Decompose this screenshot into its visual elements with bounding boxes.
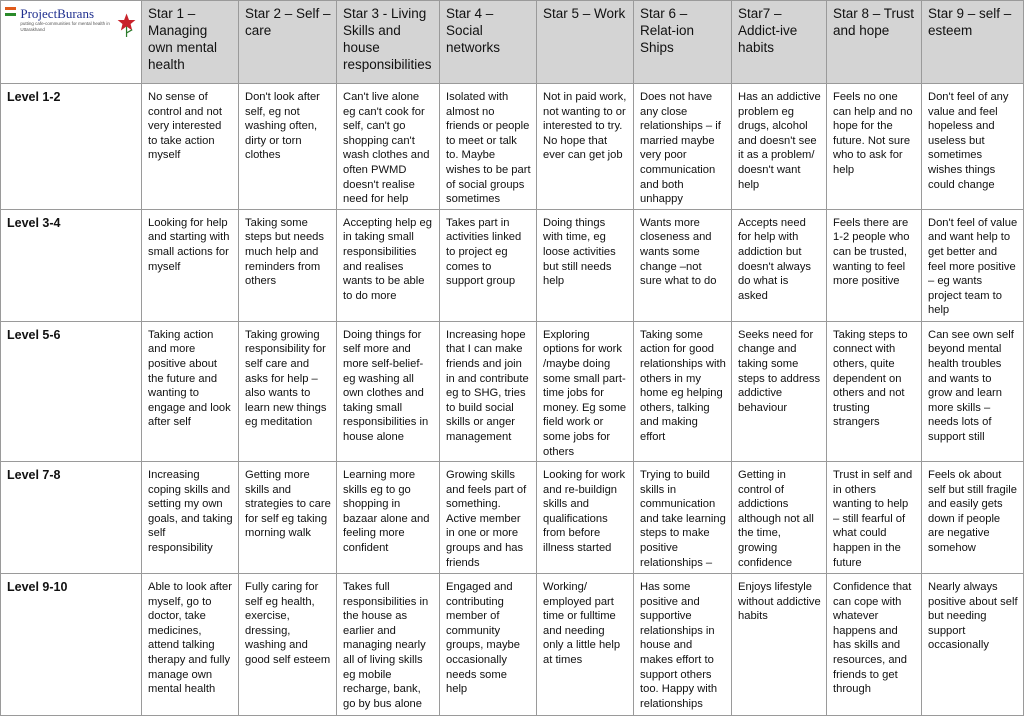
table-cell: Fully caring for self eg health, exercise, dressing, washing and good self esteem <box>239 574 337 716</box>
table-cell: Taking action and more positive about the future and wanting to engage and look after self <box>142 321 239 461</box>
table-cell: Looking for work and re-buildign skills and qualifications from before illness started <box>537 462 634 574</box>
table-cell: Doing things for self more and more self-belief- eg washing all own clothes and taking small responsibilities in house alone <box>337 321 440 461</box>
table-cell: Isolated with almost no friends or people to meet or talk to. Maybe wishes to be part of social groups sometimes <box>440 84 537 210</box>
table-cell: Increasing coping skills and setting my own goals, and taking self responsibility <box>142 462 239 574</box>
table-cell: Has an addictive problem eg drugs, alcohol and doesn't see it as a problem/ doesn't want help <box>732 84 827 210</box>
column-header-star-1: Star 1 – Managing own mental health <box>142 1 239 84</box>
logo-tagline: putting cafe-communities for mental health in Uttarakhand <box>20 21 110 32</box>
table-cell: Engaged and contributing member of community groups, maybe occasionally needs some help <box>440 574 537 716</box>
table-cell: Looking for help and starting with small actions for myself <box>142 209 239 321</box>
level-label: Level 3-4 <box>1 209 142 321</box>
column-header-star-9: Star 9 – self – esteem <box>922 1 1024 84</box>
table-cell: No sense of control and not very interested to take action myself <box>142 84 239 210</box>
level-label: Level 5-6 <box>1 321 142 461</box>
table-cell: Accepting help eg in taking small responsibilities and realises wants to be able to do more <box>337 209 440 321</box>
column-header-star-5: Star 5 – Work <box>537 1 634 84</box>
table-row <box>1 462 1024 574</box>
table-cell: Can't live alone eg can't cook for self, can't go shopping can't wash clothes and often PWMD doesn't realise need for help <box>337 84 440 210</box>
table-cell: Seeks need for change and taking some steps to address addictive behaviour <box>732 321 827 461</box>
table-cell: Not in paid work, not wanting to or interested to try. No hope that ever can get job <box>537 84 634 210</box>
table-cell: Growing skills and feels part of something. Active member in one or more groups and has friends <box>440 462 537 574</box>
table-cell: Learning more skills eg to go shopping in bazaar alone and feeling more confident <box>337 462 440 574</box>
table-cell: Trust in self and in others wanting to help – still fearful of what could happen in the future <box>827 462 922 574</box>
table-cell: Getting in control of addictions although not all the time, growing confidence <box>732 462 827 574</box>
table-cell: Nearly always positive about self but needing support occasionally <box>922 574 1024 716</box>
table-cell: Getting more skills and strategies to care for self eg taking morning walk <box>239 462 337 574</box>
table-cell: Don't feel of any value and feel hopeless and useless but sometimes wishes things could change <box>922 84 1024 210</box>
table-cell: Feels no one can help and no hope for the future. Not sure who to ask for help <box>827 84 922 210</box>
table-row <box>1 209 1024 321</box>
table-cell: Exploring options for work /maybe doing some small part-time jobs for money. Eg some field work or some jobs for others <box>537 321 634 461</box>
table-row <box>1 321 1024 461</box>
table-cell: Accepts need for help with addiction but doesn't always do what is asked <box>732 209 827 321</box>
table-cell: Has some positive and supportive relationships in house and makes effort to support others too. Happy with relationships <box>634 574 732 716</box>
table-cell: Enjoys lifestyle without addictive habits <box>732 574 827 716</box>
column-header-star-2: Star 2 – Self – care <box>239 1 337 84</box>
column-header-star-8: Star 8 – Trust and hope <box>827 1 922 84</box>
table-cell: Feels ok about self but still fragile and easily gets down if people are negative somehow <box>922 462 1024 574</box>
table-cell: Wants more closeness and wants some change –not sure what to do <box>634 209 732 321</box>
column-header-star-4: Star 4 – Social networks <box>440 1 537 84</box>
flag-icon <box>5 7 16 16</box>
level-label: Level 7-8 <box>1 462 142 574</box>
table-cell: Takes part in activities linked to project eg comes to support group <box>440 209 537 321</box>
table-cell: Can see own self beyond mental health troubles and wants to grow and learn more skills – needs lots of support still <box>922 321 1024 461</box>
flower-icon <box>116 7 137 41</box>
table-cell: Increasing hope that I can make friends and join in and contribute eg to SHG, tries to build social skills or anger management <box>440 321 537 461</box>
table-cell: Does not have any close relationships – if married maybe very poor communication and both unhappy <box>634 84 732 210</box>
table-cell: Confidence that can cope with whatever happens and has skills and resources, and friends to get through <box>827 574 922 716</box>
table-cell: Able to look after myself, go to doctor, take medicines, attend talking therapy and fully manage own mental health <box>142 574 239 716</box>
table-cell: Taking some action for good relationships with others in my home eg helping others, talking and making effort <box>634 321 732 461</box>
level-label: Level 1-2 <box>1 84 142 210</box>
column-header-star-6: Star 6 – Relat-ion Ships <box>634 1 732 84</box>
header-row <box>1 1 1024 84</box>
table-cell: Takes full responsibilities in the house as earlier and managing nearly all of living skills eg mobile recharge, bank, go by bus alone <box>337 574 440 716</box>
table-cell: Taking steps to connect with others, quite dependent on others and not trusting strangers <box>827 321 922 461</box>
table-cell: Trying to build skills in communication and take learning steps to make positive relationships – <box>634 462 732 574</box>
table-cell: Taking growing responsibility for self care and asks for help – also wants to learn new things eg meditation <box>239 321 337 461</box>
logo <box>1 1 142 84</box>
level-label: Level 9-10 <box>1 574 142 716</box>
column-header-star-7: Star7 – Addict-ive habits <box>732 1 827 84</box>
table-row <box>1 574 1024 716</box>
table-cell: Doing things with time, eg loose activities but still needs help <box>537 209 634 321</box>
table-cell: Feels there are 1-2 people who can be trusted, wanting to feel more positive <box>827 209 922 321</box>
logo-name: ProjectBurans <box>20 6 95 21</box>
table-cell: Don't feel of value and want help to get better and feel more positive – eg wants project team to help <box>922 209 1024 321</box>
table-cell: Working/ employed part time or fulltime and needing only a little help at times <box>537 574 634 716</box>
table-row <box>1 84 1024 210</box>
table-cell: Don't look after self, eg not washing often, dirty or torn clothes <box>239 84 337 210</box>
column-header-star-3: Star 3 - Living Skills and house responsibilities <box>337 1 440 84</box>
table-cell: Taking some steps but needs much help and reminders from others <box>239 209 337 321</box>
